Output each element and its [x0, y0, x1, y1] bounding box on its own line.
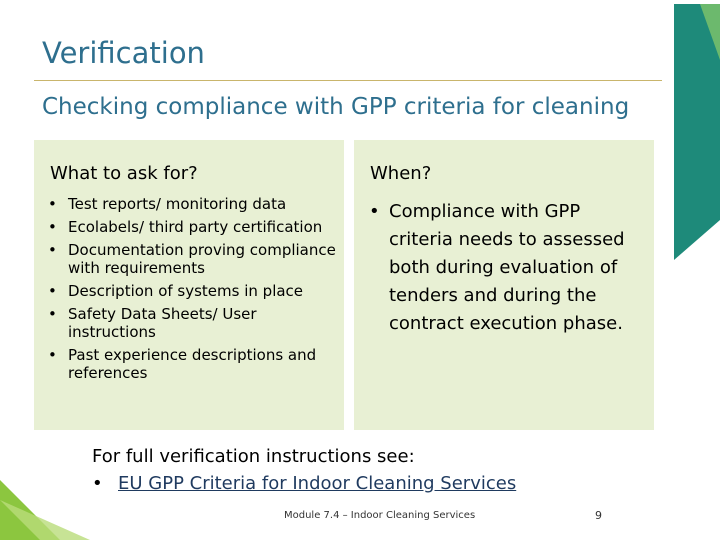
slide-title: Verification — [42, 36, 205, 70]
page-number: 9 — [595, 509, 602, 522]
gpp-criteria-link[interactable]: EU GPP Criteria for Indoor Cleaning Services — [118, 473, 517, 494]
what-to-ask-list — [48, 195, 338, 387]
bullet-icon: • — [48, 195, 57, 213]
what-to-ask-heading: What to ask for? — [50, 163, 198, 184]
list-item-text: Safety Data Sheets/ User instructions — [68, 305, 257, 341]
list-item — [48, 195, 338, 213]
when-heading: When? — [370, 163, 432, 184]
bullet-icon: • — [48, 305, 57, 323]
list-item — [48, 305, 338, 341]
list-item — [369, 198, 649, 338]
list-item — [48, 241, 338, 277]
bullet-icon: • — [48, 346, 57, 364]
list-item-text: Documentation proving compliance with requirements — [68, 241, 336, 277]
module-footer: Module 7.4 – Indoor Cleaning Services — [284, 510, 476, 521]
list-item-text: Compliance with GPP criteria needs to assessed both during evaluation of tenders and during the contract execution phase. — [389, 201, 625, 334]
list-item-text: Description of systems in place — [68, 282, 304, 300]
bullet-icon: • — [48, 282, 57, 300]
list-item — [48, 282, 338, 300]
slide-subtitle: Checking compliance with GPP criteria for cleaning — [42, 94, 630, 120]
list-item-text: Past experience descriptions and references — [68, 346, 317, 382]
bullet-icon: • — [48, 241, 57, 259]
list-item-text: Ecolabels/ third party certification — [68, 218, 323, 236]
list-item — [48, 346, 338, 382]
title-divider — [34, 80, 662, 81]
verification-note: For full verification instructions see: — [92, 446, 415, 467]
list-item-text: Test reports/ monitoring data — [68, 195, 287, 213]
bullet-icon: • — [92, 473, 103, 494]
top-right-decoration — [660, 0, 720, 540]
when-list — [369, 198, 649, 338]
bullet-icon: • — [48, 218, 57, 236]
bullet-icon: • — [369, 201, 380, 222]
list-item — [48, 218, 338, 236]
